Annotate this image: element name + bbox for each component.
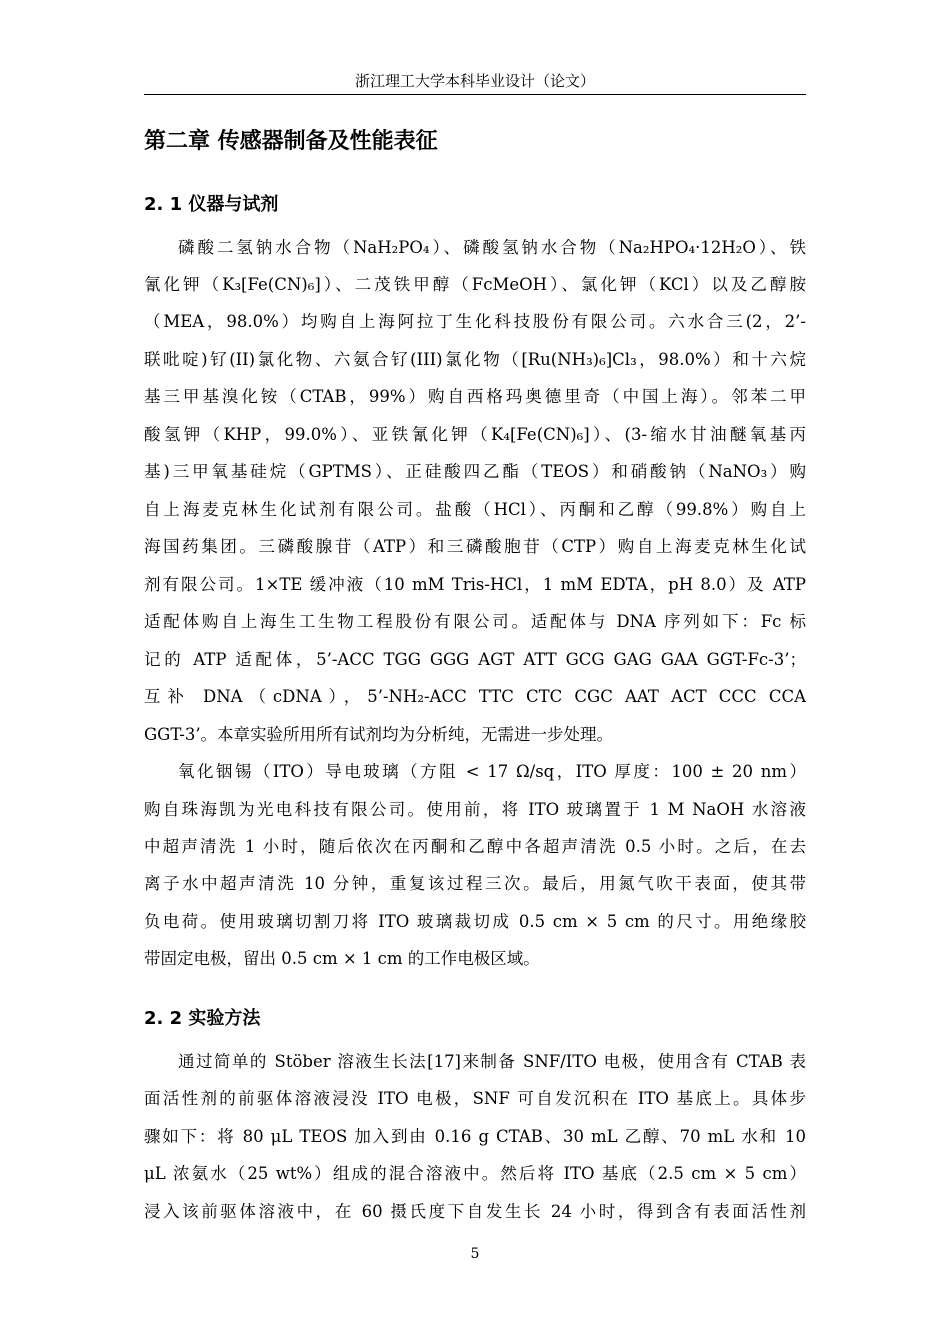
- paragraph-line: 购自珠海凯为光电科技有限公司。使用前，将 ITO 玻璃置于 1 M NaOH 水溶液: [144, 800, 806, 819]
- paragraph-line: μL 浓氨水（25 wt%）组成的混合溶液中。然后将 ITO 基底（2.5 cm × 5 cm）: [144, 1164, 806, 1183]
- paragraph-line: 自上海麦克林生化试剂有限公司。盐酸（HCl）、丙酮和乙醇（99.8%）购自上: [144, 500, 806, 519]
- page-header: 浙江理工大学本科毕业设计（论文）: [354, 72, 595, 90]
- paragraph-line: 记的 ATP 适配体，5’-ACC TGG GGG AGT ATT GCG GAG GAA GGT-Fc-3’；: [144, 650, 806, 669]
- paragraph-line: 适配体购自上海生工生物工程股份有限公司。适配体与 DNA 序列如下：Fc 标: [144, 612, 806, 631]
- chapter-title: 第二章 传感器制备及性能表征: [144, 129, 438, 154]
- paragraph-line: 酸氢钾（KHP，99.0%）、亚铁氰化钾（K₄[Fe(CN)₆]）、(3-缩水甘油醚氧基丙: [144, 425, 806, 444]
- paragraph-line: 互补 DNA（cDNA），5’-NH₂-ACC TTC CTC CGC AAT ACT CCC CCA: [144, 687, 806, 706]
- paragraph-line: 氰化钾（K₃[Fe(CN)₆]）、二茂铁甲醇（FcMeOH）、氯化钾（KCl）以及乙醇胺: [144, 275, 806, 294]
- paragraph-line: 通过简单的 Stöber 溶液生长法[17]来制备 SNF/ITO 电极，使用含有 CTAB 表: [178, 1052, 806, 1071]
- paragraph-line: 基)三甲氧基硅烷（GPTMS）、正硅酸四乙酯（TEOS）和硝酸钠（NaNO₃）购: [144, 462, 806, 481]
- paragraph-line: 氧化铟锡（ITO）导电玻璃（方阻 < 17 Ω/sq，ITO 厚度：100 ± 20 nm）: [178, 762, 806, 781]
- section-heading-2-1: 2. 1 仪器与试剂: [144, 194, 279, 215]
- header-rule: [144, 94, 806, 95]
- paragraph-line: 中超声清洗 1 小时，随后依次在丙酮和乙醇中各超声清洗 0.5 小时。之后，在去: [144, 837, 806, 856]
- paragraph-line: 磷酸二氢钠水合物（NaH₂PO₄）、磷酸氢钠水合物（Na₂HPO₄·12H₂O）、铁: [178, 238, 806, 257]
- paragraph-line: 面活性剂的前驱体溶液浸没 ITO 电极，SNF 可自发沉积在 ITO 基底上。具体步: [144, 1089, 806, 1108]
- paragraph-line: 海国药集团。三磷酸腺苷（ATP）和三磷酸胞苷（CTP）购自上海麦克林生化试: [144, 537, 806, 556]
- page-number: 5: [470, 1246, 480, 1262]
- paragraph-line: 联吡啶)钌(II)氯化物、六氨合钌(III)氯化物（[Ru(NH₃)₆]Cl₃，98.0%）和十六烷: [144, 350, 806, 369]
- paragraph-line: 剂有限公司。1×TE 缓冲液（10 mM Tris-HCl，1 mM EDTA，pH 8.0）及 ATP: [144, 575, 806, 594]
- paragraph-line: 基三甲基溴化铵（CTAB，99%）购自西格玛奥德里奇（中国上海）。邻苯二甲: [144, 387, 806, 406]
- paragraph-line: 离子水中超声清洗 10 分钟，重复该过程三次。最后，用氮气吹干表面，使其带: [144, 874, 806, 893]
- section-heading-2-2: 2. 2 实验方法: [144, 1008, 261, 1029]
- paragraph-line: （MEA，98.0%）均购自上海阿拉丁生化科技股份有限公司。六水合三(2，2’-: [144, 312, 806, 331]
- paragraph-line: GGT-3’。本章实验所用所有试剂均为分析纯，无需进一步处理。: [144, 725, 614, 744]
- paragraph-line: 骤如下：将 80 μL TEOS 加入到由 0.16 g CTAB、30 mL 乙醇、70 mL 水和 10: [144, 1127, 806, 1146]
- paragraph-line: 浸入该前驱体溶液中，在 60 摄氏度下自发生长 24 小时，得到含有表面活性剂: [144, 1202, 806, 1221]
- paragraph-line: 带固定电极，留出 0.5 cm × 1 cm 的工作电极区域。: [144, 949, 540, 968]
- paragraph-line: 负电荷。使用玻璃切割刀将 ITO 玻璃裁切成 0.5 cm × 5 cm 的尺寸。用绝缘胶: [144, 912, 806, 931]
